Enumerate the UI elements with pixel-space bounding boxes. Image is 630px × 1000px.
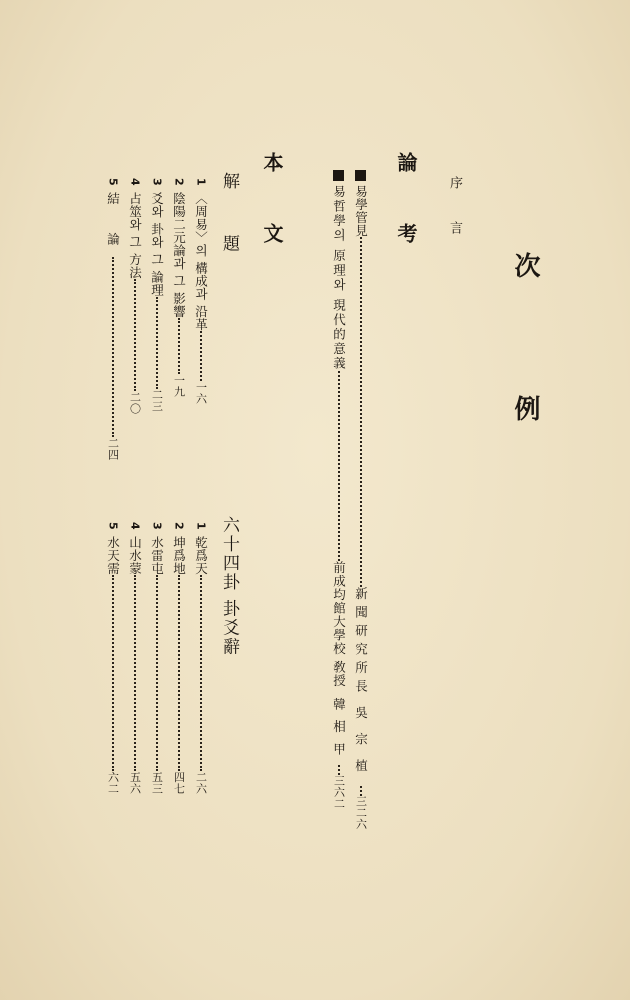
essay-entry[interactable] — [332, 170, 345, 809]
item-title: 山水蒙 — [127, 536, 143, 576]
leader-dots — [156, 575, 158, 771]
item-page: 一九 — [172, 374, 186, 398]
essay-author-org: 新聞研究所長 — [353, 587, 369, 698]
page-title: 次 例 — [510, 252, 540, 476]
item-page: 五三 — [150, 771, 164, 795]
guae-item[interactable] — [128, 522, 141, 794]
item-title: 水天需 — [105, 536, 121, 576]
item-page: 二三 — [150, 388, 164, 412]
section-heading-bonmun: 本 文 — [260, 152, 284, 265]
item-page: 一六 — [194, 381, 208, 405]
item-number: 5 — [106, 522, 120, 531]
guae-item[interactable] — [106, 522, 119, 794]
haeje-item[interactable] — [172, 178, 185, 397]
item-title: 坤爲地 — [171, 536, 187, 576]
haeje-item[interactable] — [106, 178, 119, 460]
item-title: 結 論 — [105, 192, 121, 258]
leader-dots — [200, 575, 202, 771]
item-page: 六二 — [106, 771, 120, 795]
bullet-square-icon — [333, 170, 344, 181]
haeje-item[interactable] — [128, 178, 141, 414]
item-title: 占筮와 그 方法 — [127, 192, 143, 280]
item-number: 5 — [106, 178, 120, 187]
guae-item[interactable] — [150, 522, 163, 794]
item-number: 4 — [128, 522, 142, 531]
guae-item[interactable] — [194, 522, 207, 794]
essay-entry[interactable] — [354, 170, 367, 830]
haeje-item[interactable] — [194, 178, 207, 404]
leader-dots — [156, 297, 158, 389]
essay-author: 吳宗植 — [353, 706, 369, 786]
essay-author-org: 前成均館大學校 敎授 — [331, 560, 347, 688]
item-page: 五六 — [128, 771, 142, 795]
preface-entry[interactable]: 序 言 — [447, 176, 462, 249]
item-page: 二六 — [194, 771, 208, 795]
item-title: 乾爲天 — [193, 536, 209, 576]
leader-dots — [112, 575, 114, 771]
section-heading-nongo: 論 考 — [394, 152, 418, 265]
item-title: 爻와 卦와 그 論理 — [149, 192, 165, 297]
leader-dots — [338, 371, 340, 561]
item-page: 四七 — [172, 771, 186, 795]
item-title: 水雷屯 — [149, 536, 165, 576]
item-number: 1 — [194, 522, 208, 531]
leader-dots — [338, 765, 340, 775]
haeje-item[interactable] — [150, 178, 163, 412]
leader-dots — [134, 575, 136, 771]
leader-dots — [134, 279, 136, 391]
item-title: 〈周易〉의 構成과 沿革 — [193, 192, 209, 332]
essay-title: 易學管見 — [353, 185, 369, 237]
leader-dots — [178, 318, 180, 374]
essay-page: 三六二 — [332, 774, 346, 810]
item-number: 4 — [128, 178, 142, 187]
essay-title: 易哲學의 原理와 現代的意義 — [331, 185, 347, 371]
leader-dots — [200, 331, 202, 381]
leader-dots — [112, 257, 114, 437]
item-page: 二四 — [106, 437, 120, 461]
item-number: 2 — [172, 522, 186, 531]
item-title: 陰陽二元論과 그 影響 — [171, 192, 187, 319]
guae-item[interactable] — [172, 522, 185, 794]
leader-dots — [360, 237, 362, 587]
item-number: 1 — [194, 178, 208, 187]
item-number: 2 — [172, 178, 186, 187]
leader-dots — [360, 786, 362, 796]
essay-page: 三二六 — [354, 795, 368, 830]
subheading-haeje: 解 題 — [219, 172, 239, 272]
subheading-guae: 六十四卦 卦爻辭 — [219, 516, 239, 657]
item-page: 二〇 — [128, 391, 142, 415]
item-number: 3 — [150, 522, 164, 531]
item-number: 3 — [150, 178, 164, 187]
bullet-square-icon — [355, 170, 366, 181]
essay-author: 韓相甲 — [331, 697, 347, 765]
leader-dots — [178, 575, 180, 771]
